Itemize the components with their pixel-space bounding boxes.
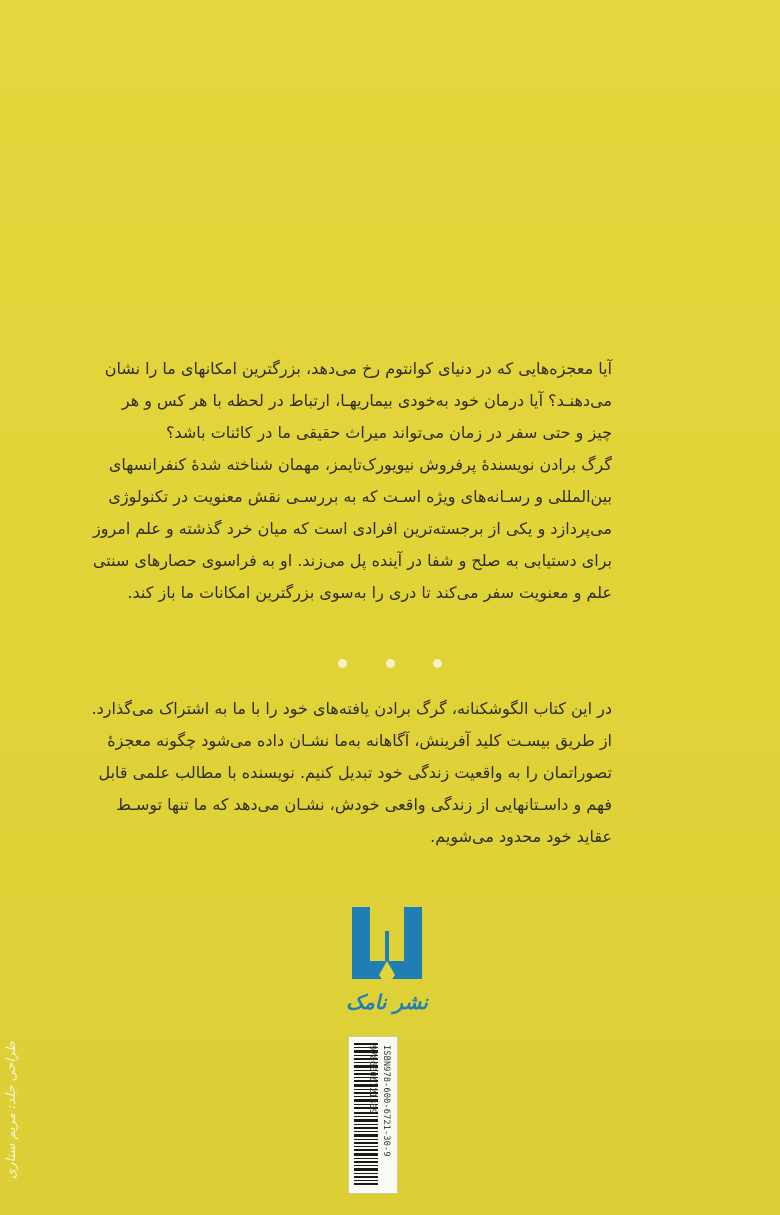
blurb-line: چیز و حتی سفر در زمان می‌تواند میراث حقیقی ما در کائنات باشد؟ (166, 423, 612, 442)
blurb-line: عقاید خود محدود می‌شویم. (430, 827, 612, 846)
isbn-label: ISBN978-600-6721-30-9 (381, 1045, 391, 1157)
blurb-line: می‌دهنـد؟ آیا درمان خود به‌خودی بیماریهـا، ارتباط در لحظه با هر کس و هر (121, 391, 612, 410)
publisher-name: نشر نامک (346, 990, 428, 1014)
divider-dot (338, 659, 347, 668)
blurb-line: بین‌المللی و رسـانه‌های ویژه اسـت که به بررسـی نقش معنویت در تکنولوژی (108, 487, 612, 506)
blurb-line: آیا معجزه‌هایی که در دنیای کوانتوم رخ می‌دهد، بزرگترین امکانهای ما را نشان (104, 359, 612, 378)
blurb-line: تصوراتمان را به واقعیت زندگی خود تبدیل کنیم. نویسنده با مطالب علمی قابل (98, 763, 612, 782)
section-divider-dots (338, 656, 442, 670)
blurb-line: از طریق بیسـت کلید آفرینش، آگاهانه به‌ما نشـان داده می‌شود چگونه معجزۀ (107, 731, 612, 750)
isbn-digits: 9786006721309 (367, 1045, 377, 1115)
blurb-line: می‌پردازد و یکی از برجسته‌ترین افرادی است که میان خرد گذشته و علم امروز (93, 519, 612, 538)
divider-dot (386, 659, 395, 668)
blurb-line: علم و معنویت سفر می‌کند تا دری را به‌سوی بزرگترین امکانات ما باز کند. (127, 583, 612, 602)
blurb-line: در این کتاب الگوشکنانه، گرگ برادن یافته‌های خود را با ما به اشتراک می‌گذارد. (91, 699, 612, 718)
divider-dot (433, 659, 442, 668)
blurb-paragraph-2 (91, 693, 612, 853)
blurb-line: برای دستیابی به صلح و شفا در آینده پل می‌زند. او به فراسوی حصارهای سنتی (92, 551, 612, 570)
isbn-text (367, 1045, 393, 1185)
cover-design-credit: طراحی جلد: مریم ستاری (4, 1041, 19, 1179)
blurb-line: فهم و داسـتانهایی از زندگی واقعی خودش، نشـان می‌دهد که ما تنها توسـط (116, 795, 612, 814)
blurb-line: گرگ برادن نویسندۀ پرفروش نیویورک‌تایمز، مهمان شناخته شدۀ کنفرانسهای (108, 455, 612, 474)
isbn-barcode (348, 1036, 398, 1194)
blurb-paragraph-1 (92, 353, 612, 609)
